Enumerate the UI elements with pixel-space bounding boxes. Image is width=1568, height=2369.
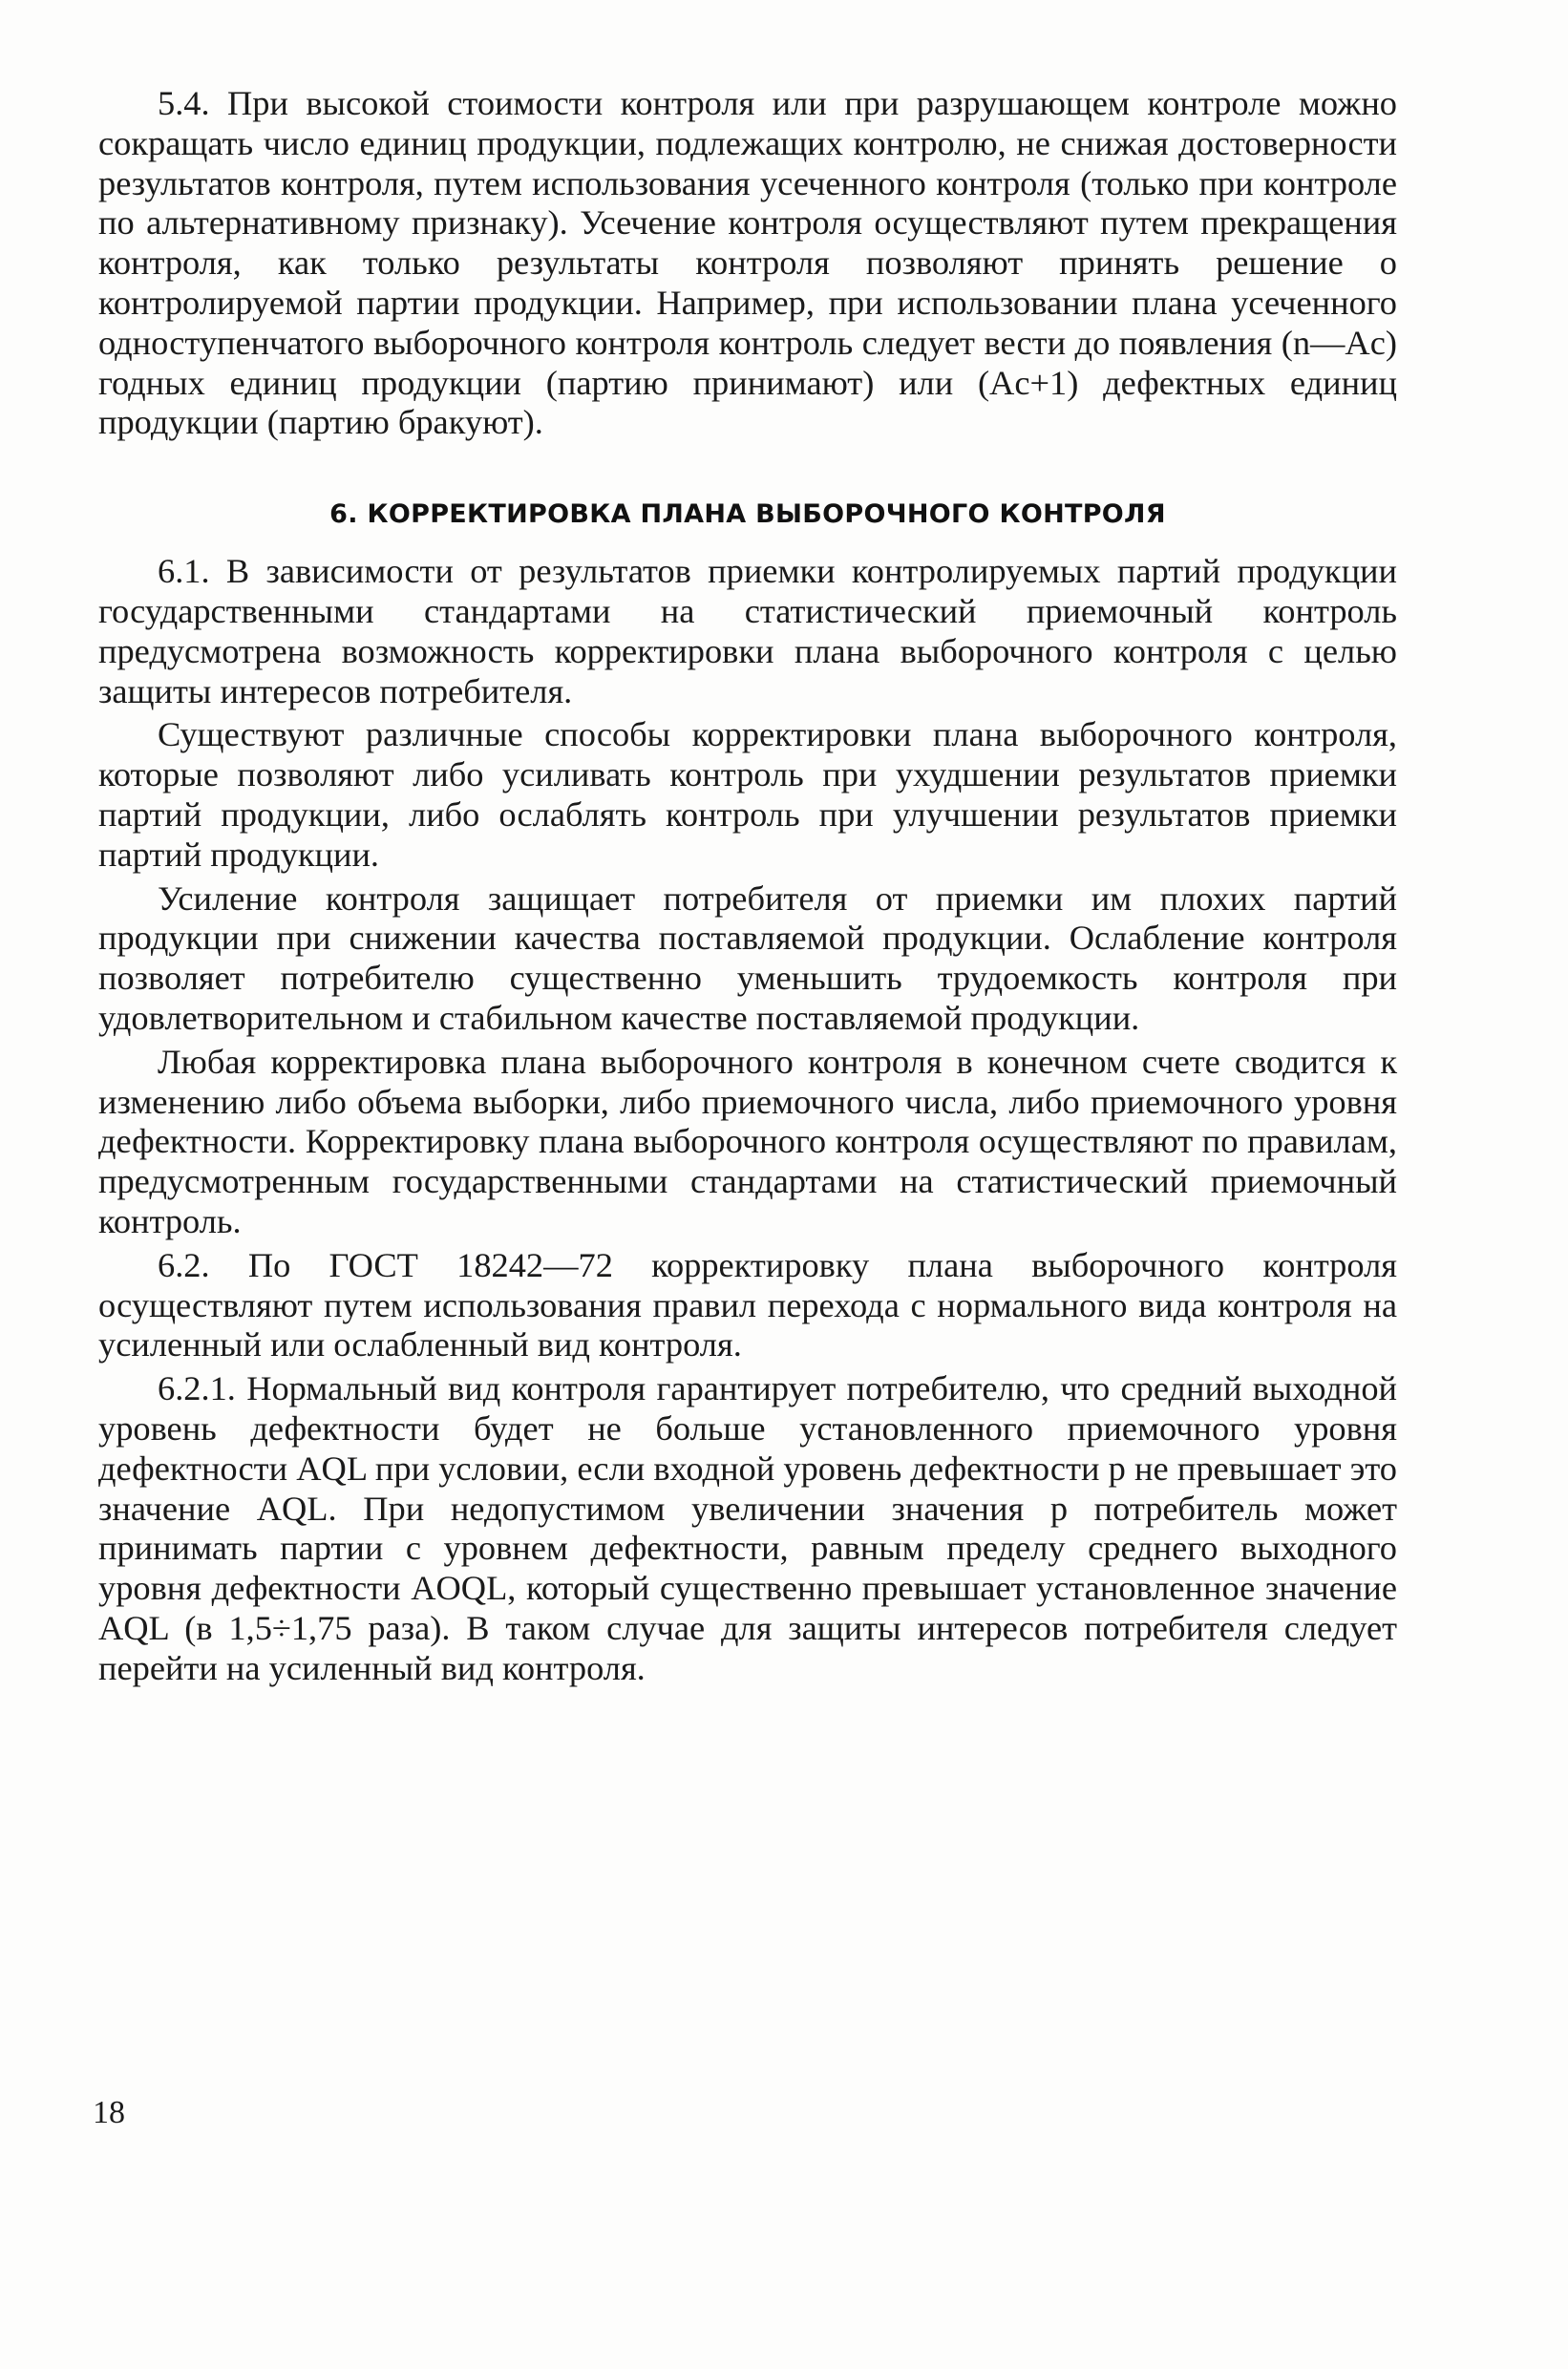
- paragraph-6-1: 6.1. В зависимости от результатов приемки контролируемых партий продукции государственными стандартами на статистический приемочный контроль предусмотрена возможность корректировки плана выборочного контроля с целью защиты интересов потребителя.: [98, 552, 1397, 710]
- text-column: [98, 84, 1397, 1688]
- paragraph-methods: Существуют различные способы корректировки плана выборочного контроля, которые позволяют либо усиливать контроль при ухудшении результатов приемки партий продукции, либо ослаблять контроль при улучшении результатов приемки партий продукции.: [98, 715, 1397, 874]
- paragraph-6-2: 6.2. По ГОСТ 18242—72 корректировку плана выборочного контроля осуществляют путем использования правил перехода с нормального вида контроля на усиленный или ослабленный вид контроля.: [98, 1245, 1397, 1364]
- page-number: 18: [93, 2095, 125, 2130]
- paragraph-tightening: Усиление контроля защищает потребителя от приемки им плохих партий продукции при снижении качества поставляемой продукции. Ослабление контроля позволяет потребителю существенно уменьшить трудоемкость контроля при удовлетворительном и стабильном качестве поставляемой продукции.: [98, 878, 1397, 1037]
- paragraph-6-2-1: 6.2.1. Нормальный вид контроля гарантирует потребителю, что средний выходной уровень дефектности будет не больше установленного приемочного уровня дефектности AQL при условии, если входной уровень дефектности p не превышает это значение AQL. При недопустимом увеличении значения p потребитель может принимать партии с уровнем дефектности, равным пределу среднего выходного уровня дефектности AOQL, который существенно превышает установленное значение AQL (в 1,5÷1,75 раза). В таком случае для защиты интересов потребителя следует перейти на усиленный вид контроля.: [98, 1369, 1397, 1687]
- section-heading: 6. КОРРЕКТИРОВКА ПЛАНА ВЫБОРОЧНОГО КОНТРОЛЯ: [329, 499, 1166, 530]
- paragraph-any-correction: Любая корректировка плана выборочного контроля в конечном счете сводится к изменению либо объема выборки, либо приемочного числа, либо приемочного уровня дефектности. Корректировку плана выборочного контроля осуществляют по правилам, предусмотренным государственными стандартами на статистический приемочный контроль.: [98, 1042, 1397, 1240]
- paragraph-5-4: 5.4. При высокой стоимости контроля или при разрушающем контроле можно сокращать число единиц продукции, подлежащих контролю, не снижая достоверности результатов контроля, путем использования усеченного контроля (только при контроле по альтернативному признаку). Усечение контроля осуществляют путем прекращения контроля, как только результаты контроля позволяют принять решение о контролируемой партии продукции. Например, при использовании плана усеченного одноступенчатого выборочного контроля контроль следует вести до появления (n—Ac) годных единиц продукции (партию принимают) или (Ac+1) дефектных единиц продукции (партию бракуют).: [98, 84, 1397, 442]
